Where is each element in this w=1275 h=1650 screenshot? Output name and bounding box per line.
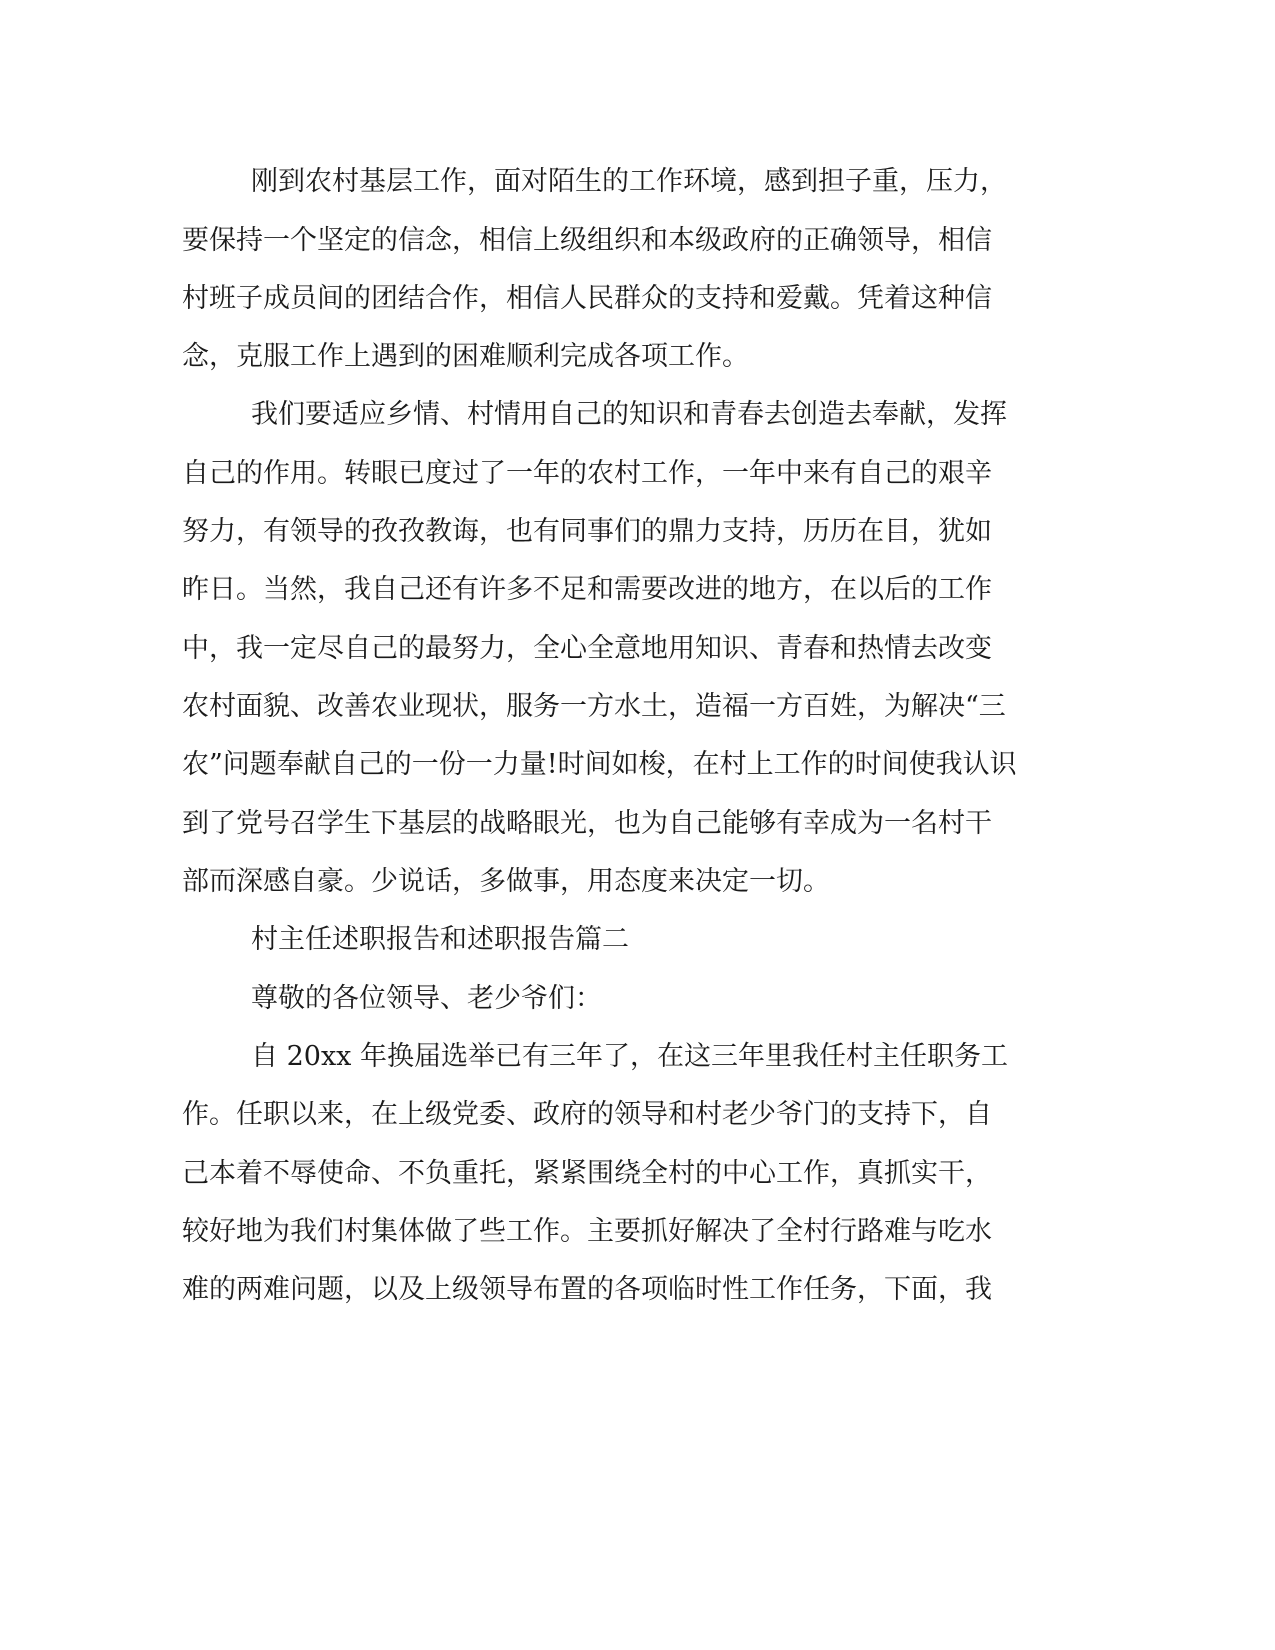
text-line (0, 741, 1275, 789)
text-line-content: 难的两难问题，以及上级领导布置的各项临时性工作任务，下面，我 (182, 1274, 992, 1305)
text-line (0, 800, 1275, 848)
text-line (0, 1208, 1275, 1256)
text-line (0, 858, 1275, 906)
text-line-content: 村班子成员间的团结合作，相信人民群众的支持和爱戴。凭着这种信 (182, 283, 992, 314)
text-line (0, 1150, 1275, 1198)
text-line-content: 作。任职以来，在上级党委、政府的领导和村老少爷门的支持下，自 (182, 1099, 992, 1130)
text-line (0, 217, 1275, 265)
text-line (0, 566, 1275, 614)
salutation-text: 尊敬的各位领导、老少爷们： (251, 983, 602, 1014)
text-line-content: 部而深感自豪。少说话，多做事，用态度来决定一切。 (182, 866, 830, 897)
salutation (0, 975, 1275, 1023)
text-line (0, 450, 1275, 498)
section-heading-text: 村主任述职报告和述职报告篇二 (251, 924, 629, 955)
text-line-content: 念，克服工作上遇到的困难顺利完成各项工作。 (182, 341, 749, 372)
text-line (0, 1266, 1275, 1314)
text-line-content: 昨日。当然，我自己还有许多不足和需要改进的地方，在以后的工作 (182, 574, 992, 605)
text-line-content: 农”问题奉献自己的一份一力量!时间如梭，在村上工作的时间使我认识 (182, 749, 1017, 780)
text-line (0, 1091, 1275, 1139)
text-line-content: 自己的作用。转眼已度过了一年的农村工作，一年中来有自己的艰辛 (182, 458, 992, 489)
text-line (0, 158, 1275, 206)
text-line-content: 较好地为我们村集体做了些工作。主要抓好解决了全村行路难与吃水 (182, 1216, 992, 1247)
text-line (0, 391, 1275, 439)
section-heading (0, 916, 1275, 964)
text-line-content: 农村面貌、改善农业现状，服务一方水土，造福一方百姓，为解决“三 (182, 691, 1006, 722)
text-line-content: 努力，有领导的孜孜教诲，也有同事们的鼎力支持，历历在目，犹如 (182, 516, 992, 547)
text-line-content: 己本着不辱使命、不负重托，紧紧围绕全村的中心工作，真抓实干， (182, 1158, 992, 1189)
text-line (0, 1033, 1275, 1081)
text-line-content: 到了党号召学生下基层的战略眼光，也为自己能够有幸成为一名村干 (182, 808, 992, 839)
text-line-content: 自 20xx 年换届选举已有三年了，在这三年里我任村主任职务工 (251, 1041, 1008, 1072)
text-line (0, 333, 1275, 381)
text-line-content: 刚到农村基层工作，面对陌生的工作环境，感到担子重，压力， (251, 166, 1007, 197)
text-line (0, 275, 1275, 323)
text-line-content: 中，我一定尽自己的最努力，全心全意地用知识、青春和热情去改变 (182, 633, 992, 664)
text-line-content: 我们要适应乡情、村情用自己的知识和青春去创造去奉献，发挥 (251, 399, 1007, 430)
text-line (0, 625, 1275, 673)
text-line-content: 要保持一个坚定的信念，相信上级组织和本级政府的正确领导，相信 (182, 225, 992, 256)
text-line (0, 683, 1275, 731)
text-line (0, 508, 1275, 556)
